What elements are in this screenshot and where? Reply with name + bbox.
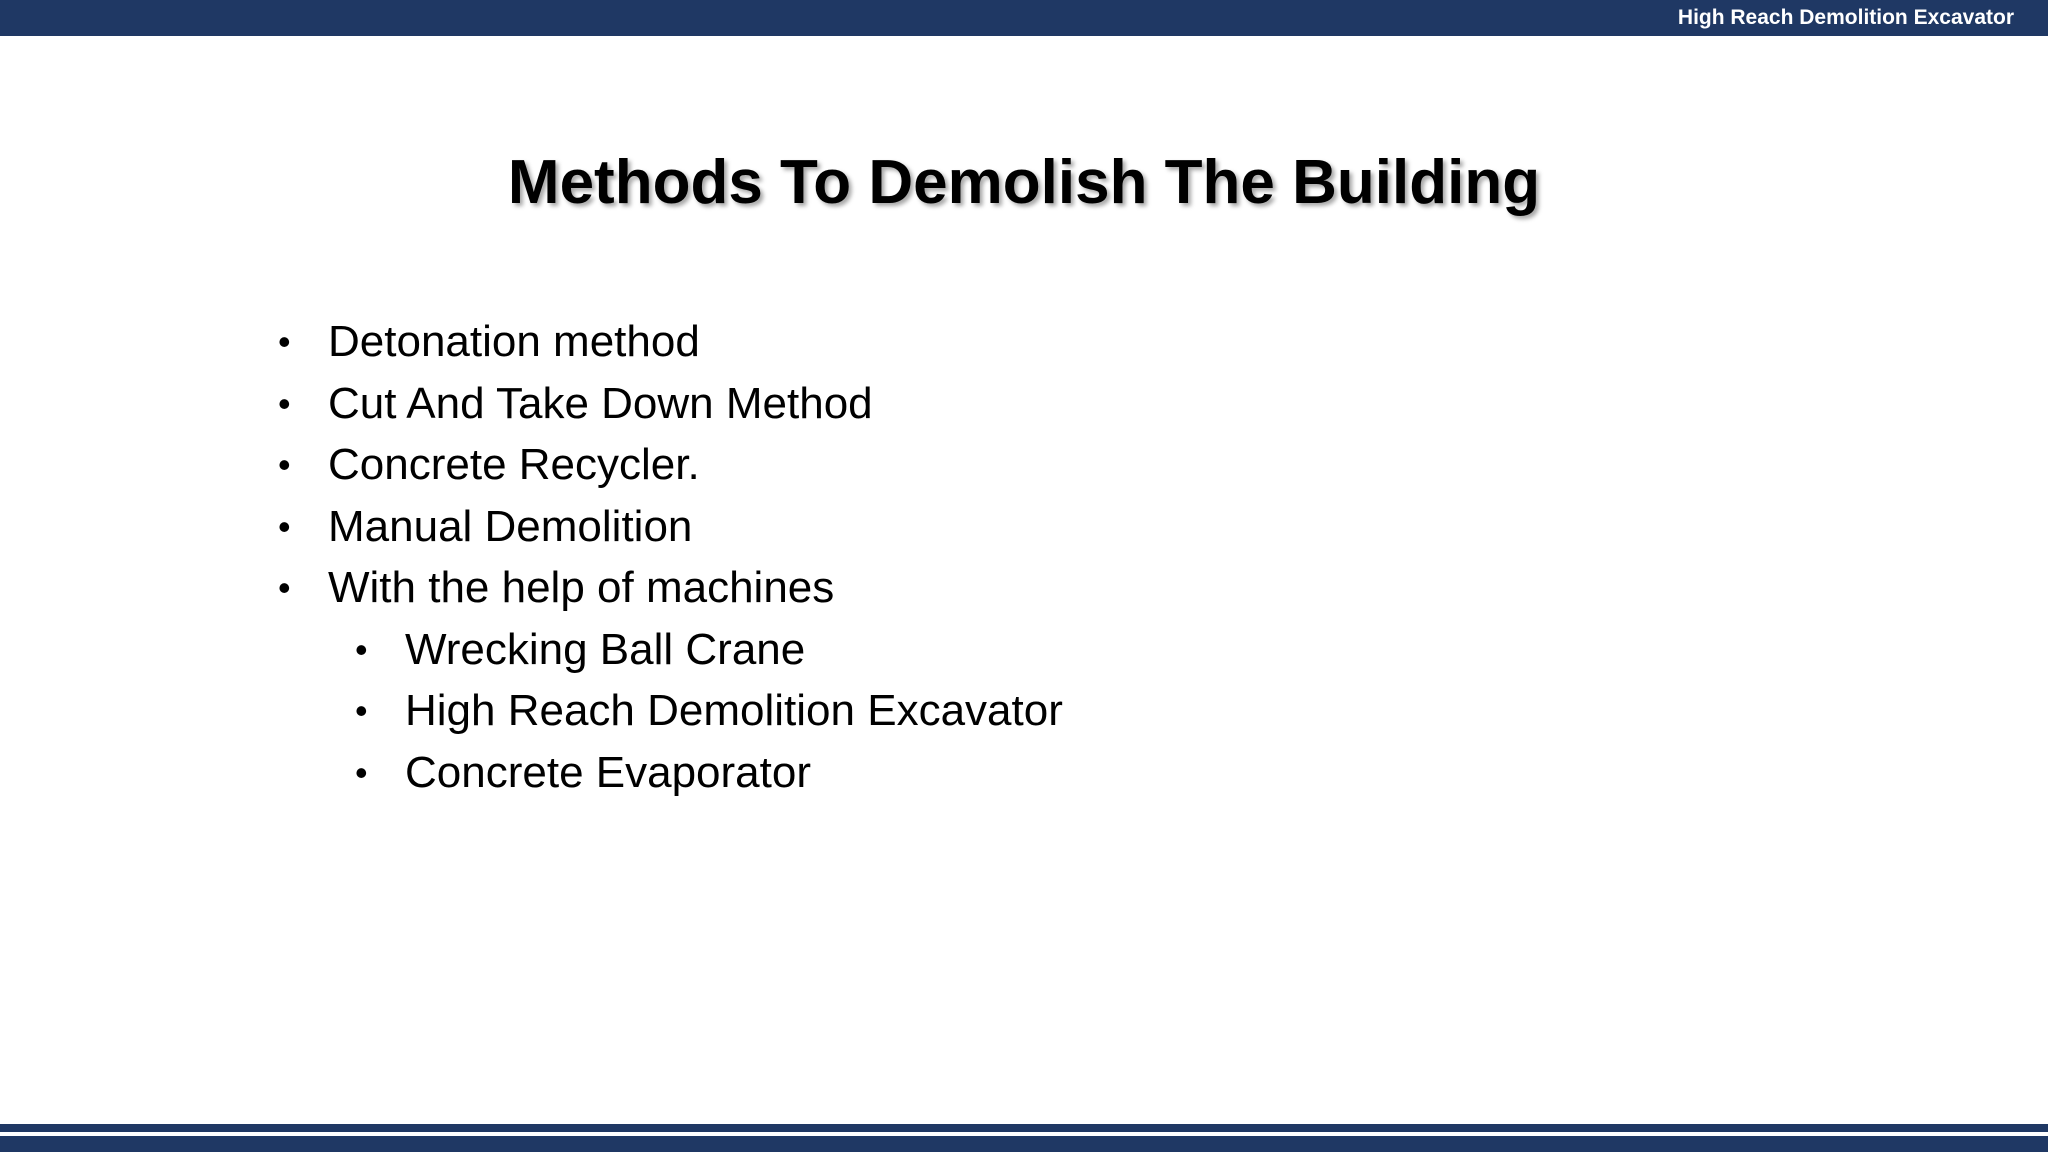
list-item-text: Detonation method [328, 317, 700, 366]
bullet-icon: • [278, 567, 291, 608]
sub-list-item [268, 742, 1063, 804]
bullet-list [268, 311, 1063, 803]
bullet-icon: • [278, 382, 291, 424]
list-item [268, 373, 1063, 435]
sub-list-item [268, 619, 1063, 681]
bullet-icon: • [355, 751, 368, 793]
header-title: High Reach Demolition Excavator [1677, 6, 2014, 29]
list-item-text: Concrete Evaporator [405, 747, 811, 797]
list-item [268, 434, 1063, 496]
bullet-icon: • [355, 690, 368, 731]
bullet-icon: • [278, 444, 291, 485]
bullet-icon: • [278, 321, 291, 362]
list-item [268, 557, 1063, 619]
list-item-text: High Reach Demolition Excavator [405, 686, 1063, 735]
slide-title: Methods To Demolish The Building [507, 148, 1541, 217]
header-bar [0, 0, 2048, 36]
list-item-text: With the help of machines [328, 563, 835, 612]
list-item-text: Wrecking Ball Crane [405, 624, 806, 674]
list-item-text: Manual Demolition [328, 501, 693, 551]
bullet-icon: • [355, 628, 368, 670]
footer-divider [0, 1124, 2048, 1132]
list-item-text: Cut And Take Down Method [328, 378, 873, 428]
footer-bar [0, 1136, 2048, 1152]
list-item [268, 311, 1063, 373]
sub-list-item [268, 680, 1063, 742]
list-item-text: Concrete Recycler. [328, 440, 700, 489]
bullet-icon: • [278, 505, 291, 547]
list-item [268, 496, 1063, 558]
